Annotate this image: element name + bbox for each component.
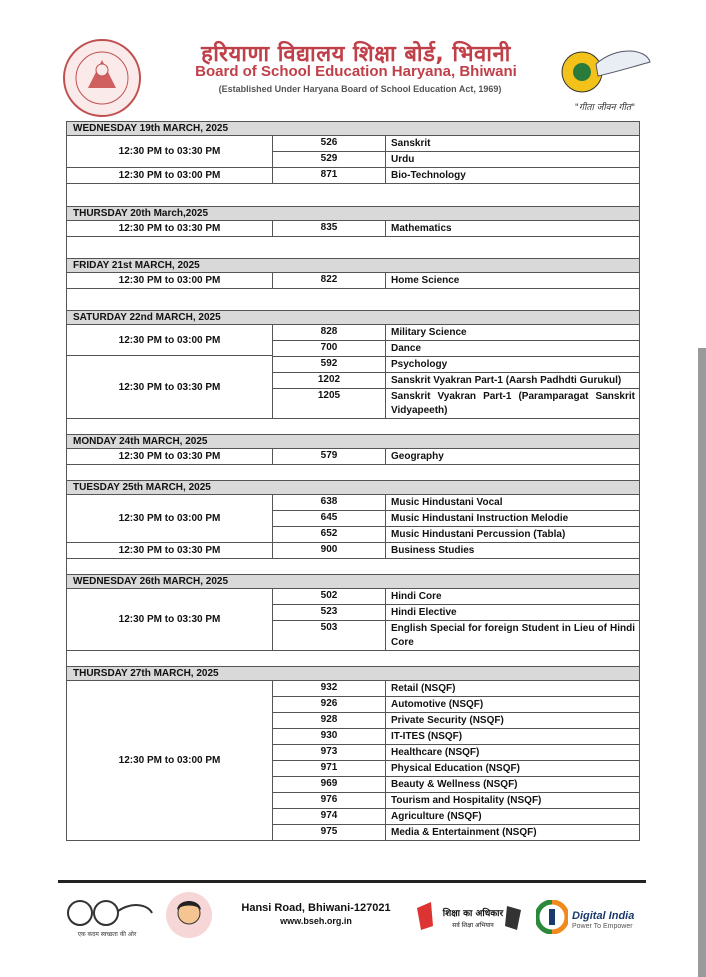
exam-time-slot: 12:30 PM to 03:30 PM [118, 223, 221, 234]
papers-column [273, 273, 639, 288]
table-row [273, 809, 639, 825]
board-website-link[interactable]: www.bseh.org.in [280, 916, 352, 926]
subject-name: Healthcare (NSQF) [391, 747, 480, 758]
day-header: MONDAY 24th MARCH, 2025 [66, 434, 640, 449]
subject-code: 828 [273, 325, 386, 340]
subject-name: Music Hindustani Vocal [391, 497, 503, 508]
subject-code: 529 [273, 152, 386, 167]
table-row [273, 793, 639, 809]
subject-code: 928 [273, 713, 386, 728]
day-block [66, 495, 640, 559]
day-header: TUESDAY 25th MARCH, 2025 [66, 480, 640, 495]
table-row [273, 745, 639, 761]
subject-name: Business Studies [391, 545, 475, 556]
scrollbar[interactable] [698, 348, 706, 977]
table-row [273, 713, 639, 729]
board-title-hindi: हरियाणा विद्यालय शिक्षा बोर्ड, भिवानी [201, 42, 511, 67]
subject-name: English Special for foreign Student in Lieu of Hindi Core [391, 623, 635, 648]
day-header: WEDNESDAY 26th MARCH, 2025 [66, 574, 640, 589]
time-column [67, 681, 273, 840]
digital-india-icon [536, 900, 568, 934]
row-spacer [66, 559, 640, 574]
subject-name: Beauty & Wellness (NSQF) [391, 779, 518, 790]
day-header: SATURDAY 22nd MARCH, 2025 [66, 310, 640, 325]
exam-time-slot: 12:30 PM to 03:30 PM [118, 451, 221, 462]
table-row [273, 729, 639, 745]
subject-name: Psychology [391, 359, 448, 370]
subject-name: Urdu [391, 154, 415, 165]
subject-name: Music Hindustani Instruction Melodie [391, 513, 569, 524]
table-row [273, 357, 639, 373]
row-spacer [66, 419, 640, 434]
rte-tagline: सर्व शिक्षा अभियान [452, 922, 494, 929]
time-column [67, 449, 273, 464]
subject-name: Private Security (NSQF) [391, 715, 504, 726]
table-row [273, 221, 639, 236]
subject-code: 971 [273, 761, 386, 776]
subject-code: 871 [273, 168, 386, 183]
subject-code: 974 [273, 809, 386, 824]
day-block [66, 325, 640, 419]
day-block [66, 589, 640, 651]
time-column [67, 221, 273, 236]
row-spacer [66, 184, 640, 206]
papers-column [273, 589, 639, 650]
table-row [273, 341, 639, 357]
table-row [273, 511, 639, 527]
subject-code: 973 [273, 745, 386, 760]
day-block [66, 681, 640, 841]
subject-code: 502 [273, 589, 386, 604]
subject-code: 926 [273, 697, 386, 712]
day-header: THURSDAY 27th MARCH, 2025 [66, 666, 640, 681]
day-header: FRIDAY 21st MARCH, 2025 [66, 258, 640, 273]
table-row [273, 605, 639, 621]
subject-name: Media & Entertainment (NSQF) [391, 827, 537, 838]
exam-time-slot: 12:30 PM to 03:30 PM [118, 614, 221, 625]
row-spacer [66, 289, 640, 310]
exam-time-slot: 12:30 PM to 03:30 PM [67, 136, 272, 168]
exam-time-slot: 12:30 PM to 03:00 PM [118, 755, 221, 766]
subject-name: Sanskrit Vyakran Part-1 (Paramparagat Sanskrit Vidyapeeth) [391, 391, 635, 416]
papers-column [273, 495, 639, 558]
table-row [273, 697, 639, 713]
exam-time-slot: 12:30 PM to 03:00 PM [118, 275, 221, 286]
day-block [66, 136, 640, 184]
table-row [273, 389, 639, 418]
subject-code: 592 [273, 357, 386, 372]
subject-code: 975 [273, 825, 386, 840]
footer-divider [58, 880, 646, 883]
subject-name: Retail (NSQF) [391, 683, 456, 694]
table-row [273, 681, 639, 697]
exam-time-slot: 12:30 PM to 03:30 PM [118, 544, 221, 556]
table-row [273, 777, 639, 793]
subject-code: 900 [273, 543, 386, 558]
papers-column [273, 136, 639, 183]
time-column [67, 136, 273, 183]
subject-code: 652 [273, 527, 386, 542]
time-column [67, 273, 273, 288]
subject-code: 932 [273, 681, 386, 696]
time-column [67, 495, 273, 558]
board-title-english: Board of School Education Haryana, Bhiwani [195, 63, 517, 80]
table-row [273, 136, 639, 152]
day-block [66, 221, 640, 237]
board-motto: "गीता जीवन गीत" [574, 103, 636, 113]
board-address: Hansi Road, Bhiwani-127021 [241, 902, 391, 914]
subject-name: Bio-Technology [391, 170, 466, 181]
table-row [273, 168, 639, 183]
subject-code: 526 [273, 136, 386, 151]
date-sheet-table [66, 121, 640, 841]
rte-title: शिक्षा का अधिकार [442, 909, 504, 919]
subject-name: Physical Education (NSQF) [391, 763, 520, 774]
papers-column [273, 449, 639, 464]
subject-code: 700 [273, 341, 386, 356]
beti-bachao-girl-icon [164, 890, 214, 940]
row-spacer [66, 465, 640, 480]
exam-time-slot: 12:30 PM to 03:30 PM [118, 381, 221, 393]
subject-name: Automotive (NSQF) [391, 699, 484, 710]
table-row [273, 527, 639, 543]
table-row [273, 449, 639, 464]
table-row [273, 621, 639, 650]
time-column [67, 589, 273, 650]
subject-code: 579 [273, 449, 386, 464]
digital-india-tagline: Power To Empower [572, 923, 633, 930]
subject-name: Mathematics [391, 223, 452, 234]
digital-india-title: Digital India [572, 910, 635, 922]
subject-code: 930 [273, 729, 386, 744]
table-row [273, 761, 639, 777]
papers-column [273, 681, 639, 840]
subject-code: 523 [273, 605, 386, 620]
subject-code: 645 [273, 511, 386, 526]
subject-code: 638 [273, 495, 386, 510]
subject-name: IT-ITES (NSQF) [391, 731, 463, 742]
table-row [273, 495, 639, 511]
subject-name: Sanskrit [391, 138, 431, 149]
exam-time-slot: 12:30 PM to 03:00 PM [67, 495, 272, 543]
papers-column [273, 221, 639, 236]
subject-name: Agriculture (NSQF) [391, 811, 482, 822]
subject-name: Dance [391, 343, 422, 354]
subject-name: Music Hindustani Percussion (Tabla) [391, 529, 566, 540]
subject-code: 976 [273, 793, 386, 808]
table-row [273, 273, 639, 288]
day-block [66, 449, 640, 465]
papers-column [273, 325, 639, 418]
subject-code: 1205 [273, 389, 386, 418]
board-seal-logo [54, 38, 150, 118]
subject-code: 835 [273, 221, 386, 236]
subject-name: Military Science [391, 327, 467, 338]
table-row [273, 825, 639, 840]
subject-name: Hindi Elective [391, 607, 457, 618]
subject-code: 822 [273, 273, 386, 288]
subject-name: Tourism and Hospitality (NSQF) [391, 795, 542, 806]
subject-code: 1202 [273, 373, 386, 388]
swachh-bharat-tagline: एक कदम स्वच्छता की ओर [77, 931, 137, 938]
row-spacer [66, 651, 640, 666]
subject-code: 503 [273, 621, 386, 650]
time-column [67, 325, 273, 418]
subject-name: Home Science [391, 275, 460, 286]
subject-code: 969 [273, 777, 386, 792]
table-row [273, 543, 639, 558]
row-spacer [66, 237, 640, 258]
subject-name: Geography [391, 451, 444, 462]
subject-name: Hindi Core [391, 591, 442, 602]
board-establishment-note: (Established Under Haryana Board of School Education Act, 1969) [218, 84, 502, 94]
table-row [273, 589, 639, 605]
day-header: WEDNESDAY 19th MARCH, 2025 [66, 121, 640, 136]
table-row [273, 152, 639, 168]
table-row [273, 373, 639, 389]
subject-name: Sanskrit Vyakran Part-1 (Aarsh Padhdti Gurukul) [391, 375, 622, 386]
exam-time-slot: 12:30 PM to 03:00 PM [67, 325, 272, 356]
table-row [273, 325, 639, 341]
day-header: THURSDAY 20th March,2025 [66, 206, 640, 221]
exam-time-slot: 12:30 PM to 03:00 PM [118, 169, 221, 181]
day-block [66, 273, 640, 289]
